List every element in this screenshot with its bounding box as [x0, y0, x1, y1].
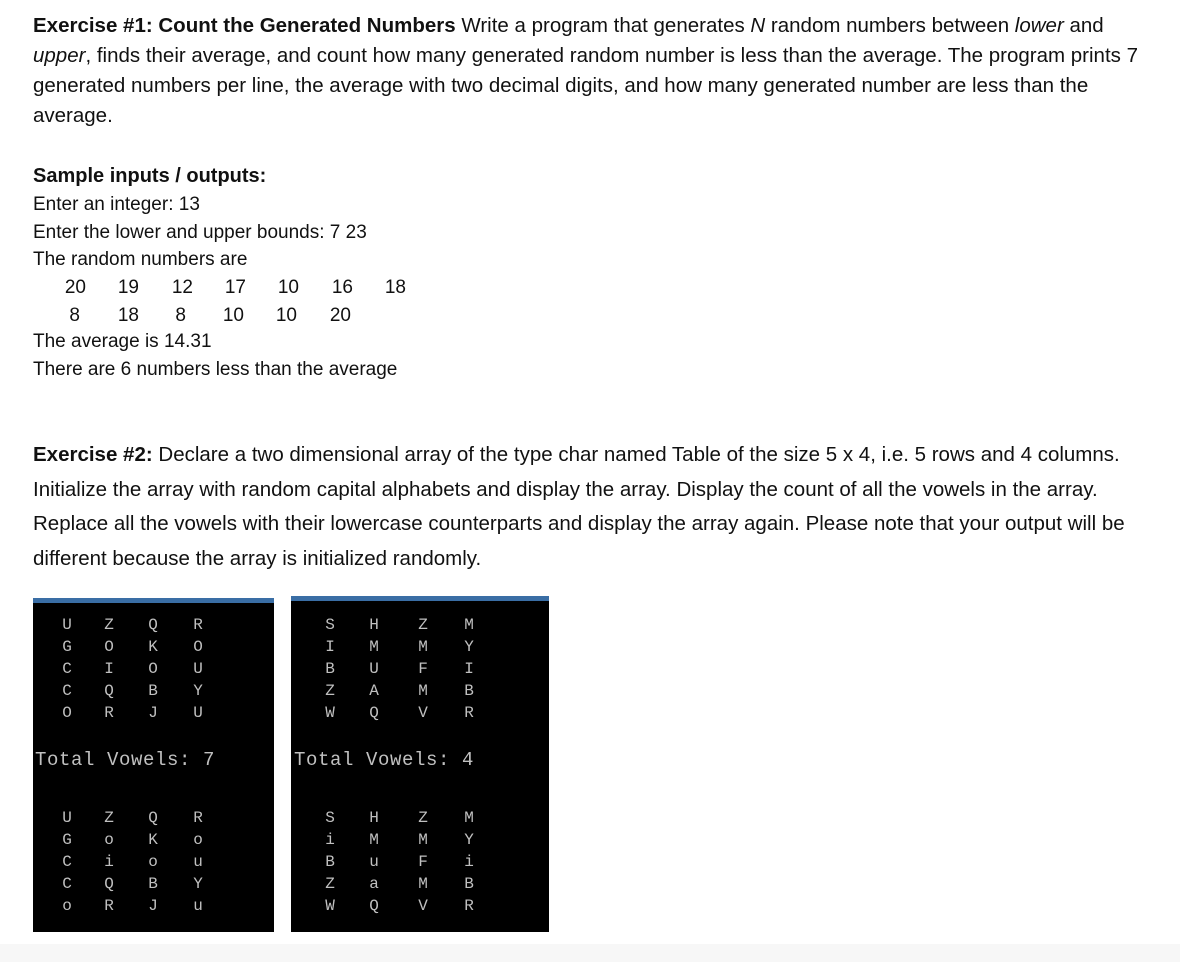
original-array-cell: R: [193, 616, 203, 634]
modified-array-cell: C: [62, 875, 72, 893]
random-number-r2-c6: 20: [329, 305, 351, 326]
modified-array-cell: R: [193, 809, 203, 827]
sample-count-line: There are 6 numbers less than the average: [33, 359, 398, 380]
original-array-cell: I: [464, 660, 474, 678]
console-output-2: [291, 596, 549, 932]
original-array-cell: Z: [104, 616, 114, 634]
modified-array-cell: o: [104, 831, 114, 849]
page-bottom-edge: [0, 944, 1180, 962]
modified-array-cell: R: [464, 897, 474, 915]
random-number-r2-c1: 8: [69, 305, 80, 326]
original-array-cell: M: [369, 638, 379, 656]
modified-array-cell: Q: [369, 897, 379, 915]
random-number-r1-c7: 18: [384, 277, 406, 298]
random-number-r1-c2: 19: [117, 277, 139, 298]
modified-array-cell: Z: [418, 809, 428, 827]
modified-array-cell: u: [193, 897, 203, 915]
sample-average-line: The average is 14.31: [33, 331, 212, 352]
modified-array-cell: G: [62, 831, 72, 849]
modified-array-cell: K: [148, 831, 158, 849]
var-n: N: [750, 14, 766, 37]
modified-array-cell: o: [193, 831, 203, 849]
random-number-r2-c4: 10: [222, 305, 244, 326]
exercise1-text-4: , finds their average, and count how many generated random number is less than the average. The program prints 7 generated numbers per line, the average with two decimal digits, and how many generated number are less than the average.: [33, 44, 1138, 127]
modified-array-cell: a: [369, 875, 379, 893]
original-array-cell: R: [464, 704, 474, 722]
original-array-cell: J: [148, 704, 158, 722]
sample-line-integer: Enter an integer: 13: [33, 194, 200, 215]
original-array-cell: B: [325, 660, 335, 678]
modified-array-cell: U: [62, 809, 72, 827]
modified-array-cell: M: [418, 875, 428, 893]
modified-array-cell: B: [148, 875, 158, 893]
sample-line-bounds: Enter the lower and upper bounds: 7 23: [33, 222, 367, 243]
random-number-r1-c5: 10: [277, 277, 299, 298]
random-number-r1-c1: 20: [64, 277, 86, 298]
original-array-cell: I: [325, 638, 335, 656]
original-array-cell: U: [62, 616, 72, 634]
sample-heading: Sample inputs / outputs:: [33, 165, 267, 187]
original-array-cell: H: [369, 616, 379, 634]
original-array-cell: U: [193, 704, 203, 722]
exercise1-text-2: random numbers between: [765, 14, 1015, 37]
original-array-cell: Q: [148, 616, 158, 634]
console-title-bar: [33, 598, 274, 603]
exercise1-text-3: and: [1063, 14, 1104, 37]
console-title-bar: [291, 596, 549, 601]
sample-line-random-label: The random numbers are: [33, 249, 248, 270]
random-number-r1-c4: 17: [224, 277, 246, 298]
original-array-cell: R: [104, 704, 114, 722]
total-vowels-line: Total Vowels: 4: [294, 749, 475, 771]
exercise1-title: Exercise #1: Count the Generated Numbers: [33, 14, 456, 37]
modified-array-cell: M: [369, 831, 379, 849]
original-array-cell: A: [369, 682, 379, 700]
original-array-cell: O: [104, 638, 114, 656]
original-array-cell: B: [464, 682, 474, 700]
modified-array-cell: S: [325, 809, 335, 827]
exercise1-text-1: Write a program that generates: [455, 14, 751, 37]
random-number-r2-c3: 8: [175, 305, 186, 326]
modified-array-cell: o: [62, 897, 72, 915]
original-array-cell: B: [148, 682, 158, 700]
modified-array-cell: u: [369, 853, 379, 871]
modified-array-cell: B: [464, 875, 474, 893]
modified-array-cell: Z: [104, 809, 114, 827]
original-array-cell: U: [193, 660, 203, 678]
var-upper: upper: [33, 44, 86, 67]
original-array-cell: C: [62, 660, 72, 678]
modified-array-cell: M: [464, 809, 474, 827]
original-array-cell: I: [104, 660, 114, 678]
exercise2-title: Exercise #2:: [33, 443, 153, 466]
original-array-cell: F: [418, 660, 428, 678]
modified-array-cell: o: [148, 853, 158, 871]
original-array-cell: Y: [193, 682, 203, 700]
exercise2-text: Declare a two dimensional array of the type char named Table of the size 5 x 4, i.e. 5 rows and 4 columns. Initialize the array with random capital alphabets and display the array. Display the count of all the vowels in the array. Replace all the vowels with their lowercase counterparts and display the array again. Please note that your output will be different because the array is initialized randomly.: [33, 443, 1125, 570]
modified-array-cell: B: [325, 853, 335, 871]
modified-array-cell: H: [369, 809, 379, 827]
exercise2-description: [33, 438, 1133, 576]
original-array-cell: O: [193, 638, 203, 656]
original-array-cell: Q: [369, 704, 379, 722]
original-array-cell: K: [148, 638, 158, 656]
modified-array-cell: i: [104, 853, 114, 871]
random-number-r2-c2: 18: [117, 305, 139, 326]
original-array-cell: O: [148, 660, 158, 678]
var-lower: lower: [1014, 14, 1064, 37]
modified-array-cell: F: [418, 853, 428, 871]
original-array-cell: M: [464, 616, 474, 634]
original-array-cell: M: [418, 638, 428, 656]
random-number-r1-c3: 12: [171, 277, 193, 298]
original-array-cell: O: [62, 704, 72, 722]
original-array-cell: C: [62, 682, 72, 700]
original-array-cell: Z: [418, 616, 428, 634]
modified-array-cell: Q: [104, 875, 114, 893]
original-array-cell: Y: [464, 638, 474, 656]
modified-array-cell: J: [148, 897, 158, 915]
random-number-r2-c5: 10: [275, 305, 297, 326]
original-array-cell: G: [62, 638, 72, 656]
modified-array-cell: V: [418, 897, 428, 915]
modified-array-cell: C: [62, 853, 72, 871]
original-array-cell: M: [418, 682, 428, 700]
modified-array-cell: Y: [464, 831, 474, 849]
modified-array-cell: M: [418, 831, 428, 849]
console-output-1: [33, 598, 274, 932]
modified-array-cell: R: [104, 897, 114, 915]
modified-array-cell: Q: [148, 809, 158, 827]
original-array-cell: W: [325, 704, 335, 722]
exercise1-description: [33, 11, 1158, 131]
modified-array-cell: i: [325, 831, 335, 849]
original-array-cell: Q: [104, 682, 114, 700]
original-array-cell: U: [369, 660, 379, 678]
modified-array-cell: W: [325, 897, 335, 915]
original-array-cell: V: [418, 704, 428, 722]
modified-array-cell: Y: [193, 875, 203, 893]
original-array-cell: Z: [325, 682, 335, 700]
original-array-cell: S: [325, 616, 335, 634]
random-number-r1-c6: 16: [331, 277, 353, 298]
modified-array-cell: Z: [325, 875, 335, 893]
total-vowels-line: Total Vowels: 7: [35, 749, 216, 771]
modified-array-cell: i: [464, 853, 474, 871]
modified-array-cell: u: [193, 853, 203, 871]
